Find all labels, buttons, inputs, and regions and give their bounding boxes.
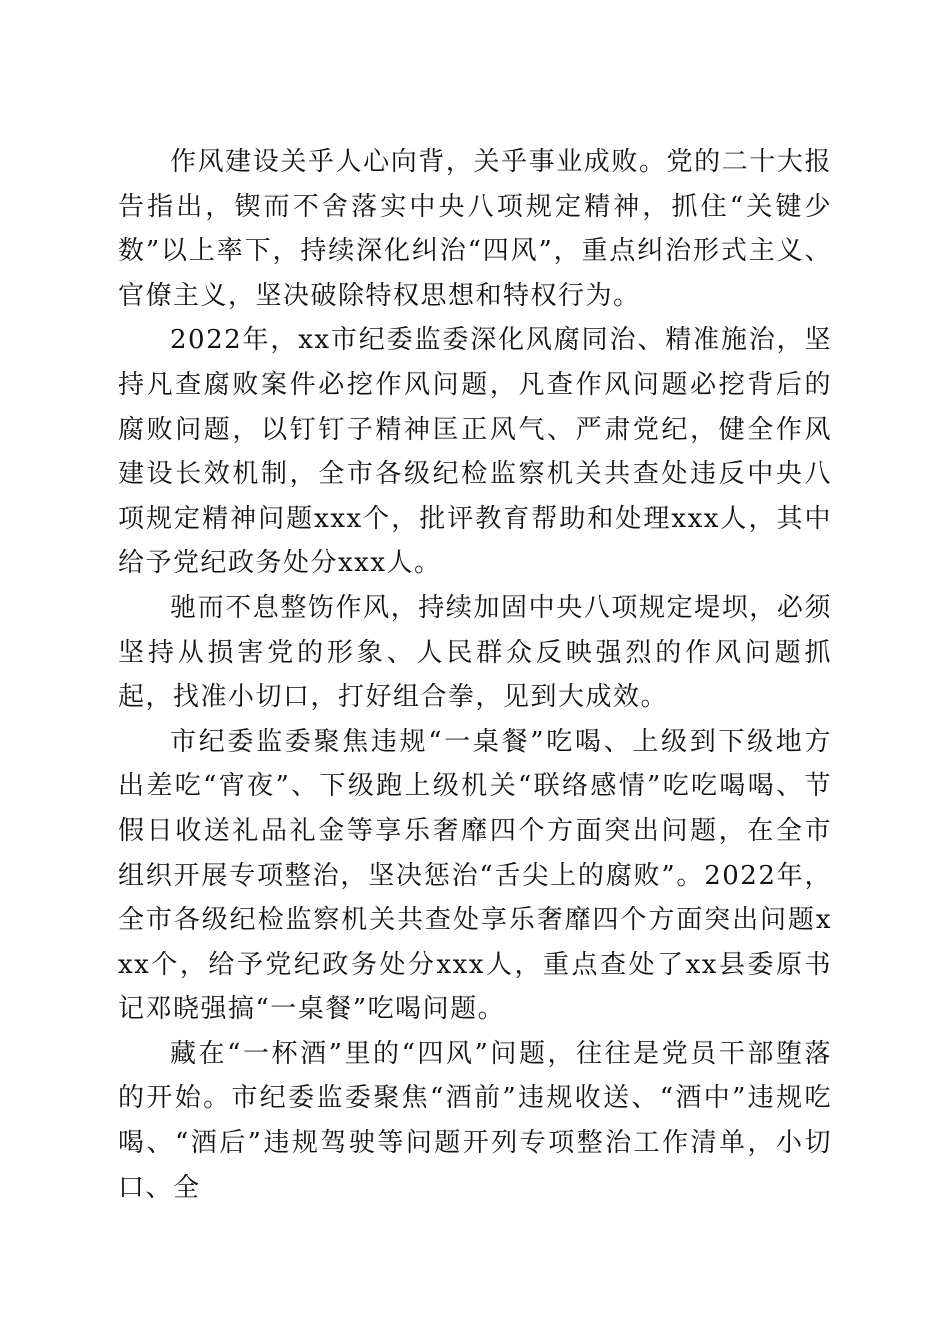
document-body (118, 140, 832, 1210)
paragraph-3: 驰而不息整饬作风，持续加固中央八项规定堤坝，必须坚持从损害党的形象、人民群众反映强烈的作风问题抓起，找准小切口，打好组合拳，见到大成效。 (118, 592, 832, 713)
paragraph-5: 藏在“一杯酒”里的“四风”问题，往往是党员干部堕落的开始。市纪委监委聚焦“酒前”违规收送、“酒中”违规吃喝、“酒后”违规驾驶等问题开列专项整治工作清单，小切口、全 (118, 1038, 832, 1203)
paragraph-4: 市纪委监委聚焦违规“一桌餐”吃喝、上级到下级地方出差吃“宵夜”、下级跑上级机关“联络感情”吃吃喝喝、节假日收送礼品礼金等享乐奢靡四个方面突出问题，在全市组织开展专项整治，坚决惩治“舌尖上的腐败”。2022年，全市各级纪检监察机关共查处享乐奢靡四个方面突出问题xxx个，给予党纪政务处分xxx人，重点查处了xx县委原书记邓晓强搞“一桌餐”吃喝问题。 (118, 726, 832, 1025)
paragraph-1: 作风建设关乎人心向背，关乎事业成败。党的二十大报告指出，锲而不舍落实中央八项规定精神，抓住“关键少数”以上率下，持续深化纠治“四风”，重点纠治形式主义、官僚主义，坚决破除特权思想和特权行为。 (118, 147, 832, 311)
paragraph-2: 2022年，xx市纪委监委深化风腐同治、精准施治，坚持凡查腐败案件必挖作风问题，凡查作风问题必挖背后的腐败问题，以钉钉子精神匡正风气、严肃党纪，健全作风建设长效机制，全市各级纪检监察机关共查处违反中央八项规定精神问题xxx个，批评教育帮助和处理xxx人，其中给予党纪政务处分xxx人。 (118, 325, 832, 579)
